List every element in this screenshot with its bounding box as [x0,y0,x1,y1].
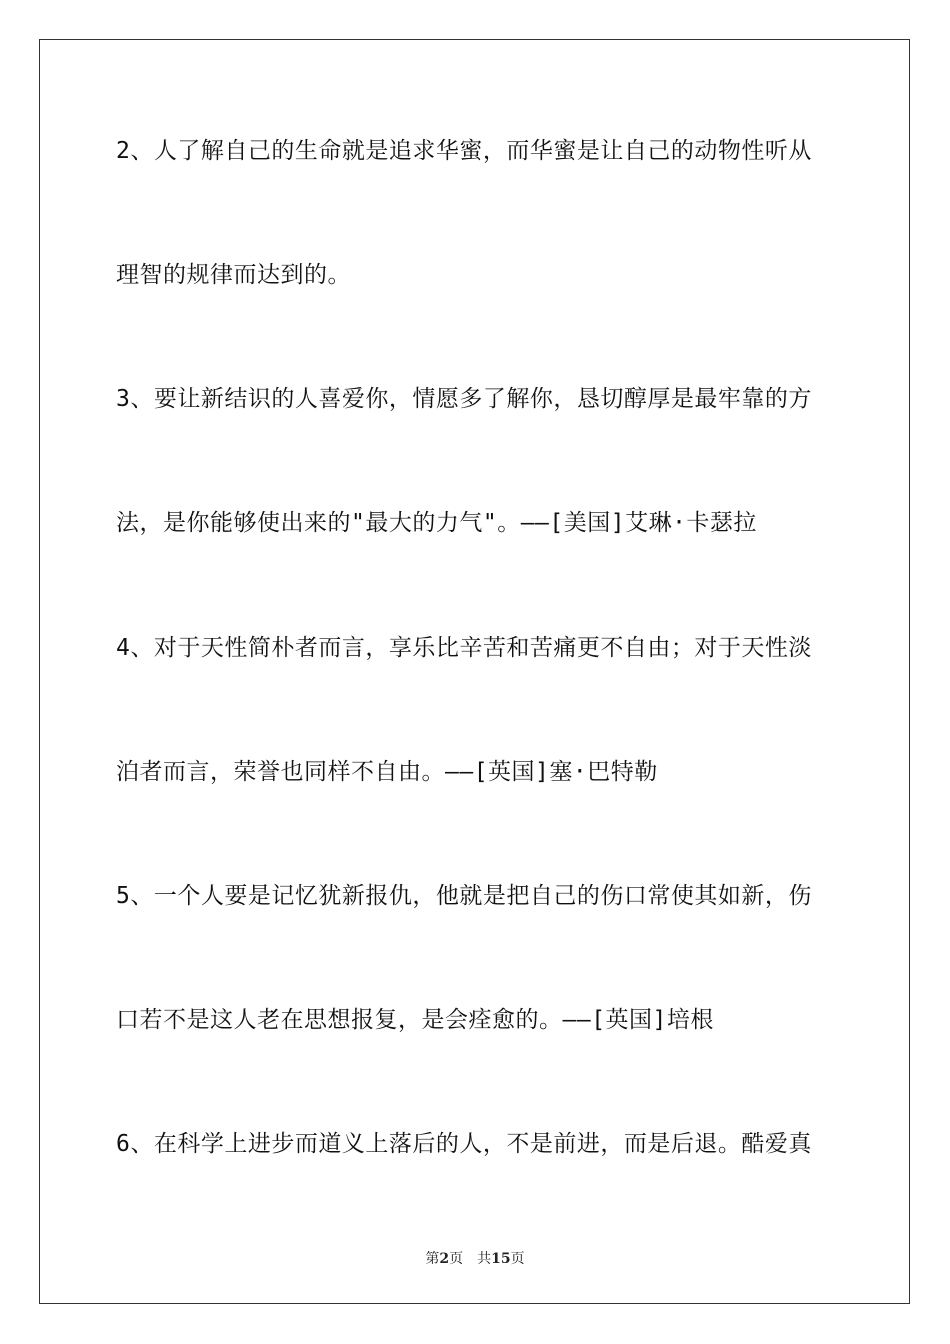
footer-page-suffix: 页 [449,1251,464,1267]
page-border [39,39,910,1304]
text-line-1: 2、人了解自己的生命就是追求华蜜，而华蜜是让自己的动物性听从 [116,138,812,164]
text-line-5: 4、对于天性简朴者而言，享乐比辛苦和苦痛更不自由；对于天性淡 [116,635,812,661]
text-line-3: 3、要让新结识的人喜爱你，情愿多了解你，恳切醇厚是最牢靠的方 [116,386,812,412]
footer-total-pages: 15 [491,1251,511,1267]
text-line-7: 5、一个人要是记忆犹新报仇，他就是把自己的伤口常使其如新，伤 [116,883,812,909]
footer-total-prefix: 共 [477,1251,492,1267]
text-line-9: 6、在科学上进步而道义上落后的人，不是前进，而是后退。酷爱真 [116,1131,812,1157]
footer-page-prefix: 第 [425,1251,440,1267]
text-line-4: 法，是你能够使出来的"最大的力气"。——[美国]艾琳·卡瑟拉 [116,510,757,536]
page-footer [0,1248,950,1268]
text-line-6: 泊者而言，荣誉也同样不自由。——[英国]塞·巴特勒 [116,759,658,785]
footer-page-number: 2 [439,1251,450,1267]
footer-total-suffix: 页 [510,1251,525,1267]
text-line-2: 理智的规律而达到的。 [116,262,351,288]
text-line-8: 口若不是这人老在思想报复，是会痊愈的。——[英国]培根 [116,1007,714,1033]
